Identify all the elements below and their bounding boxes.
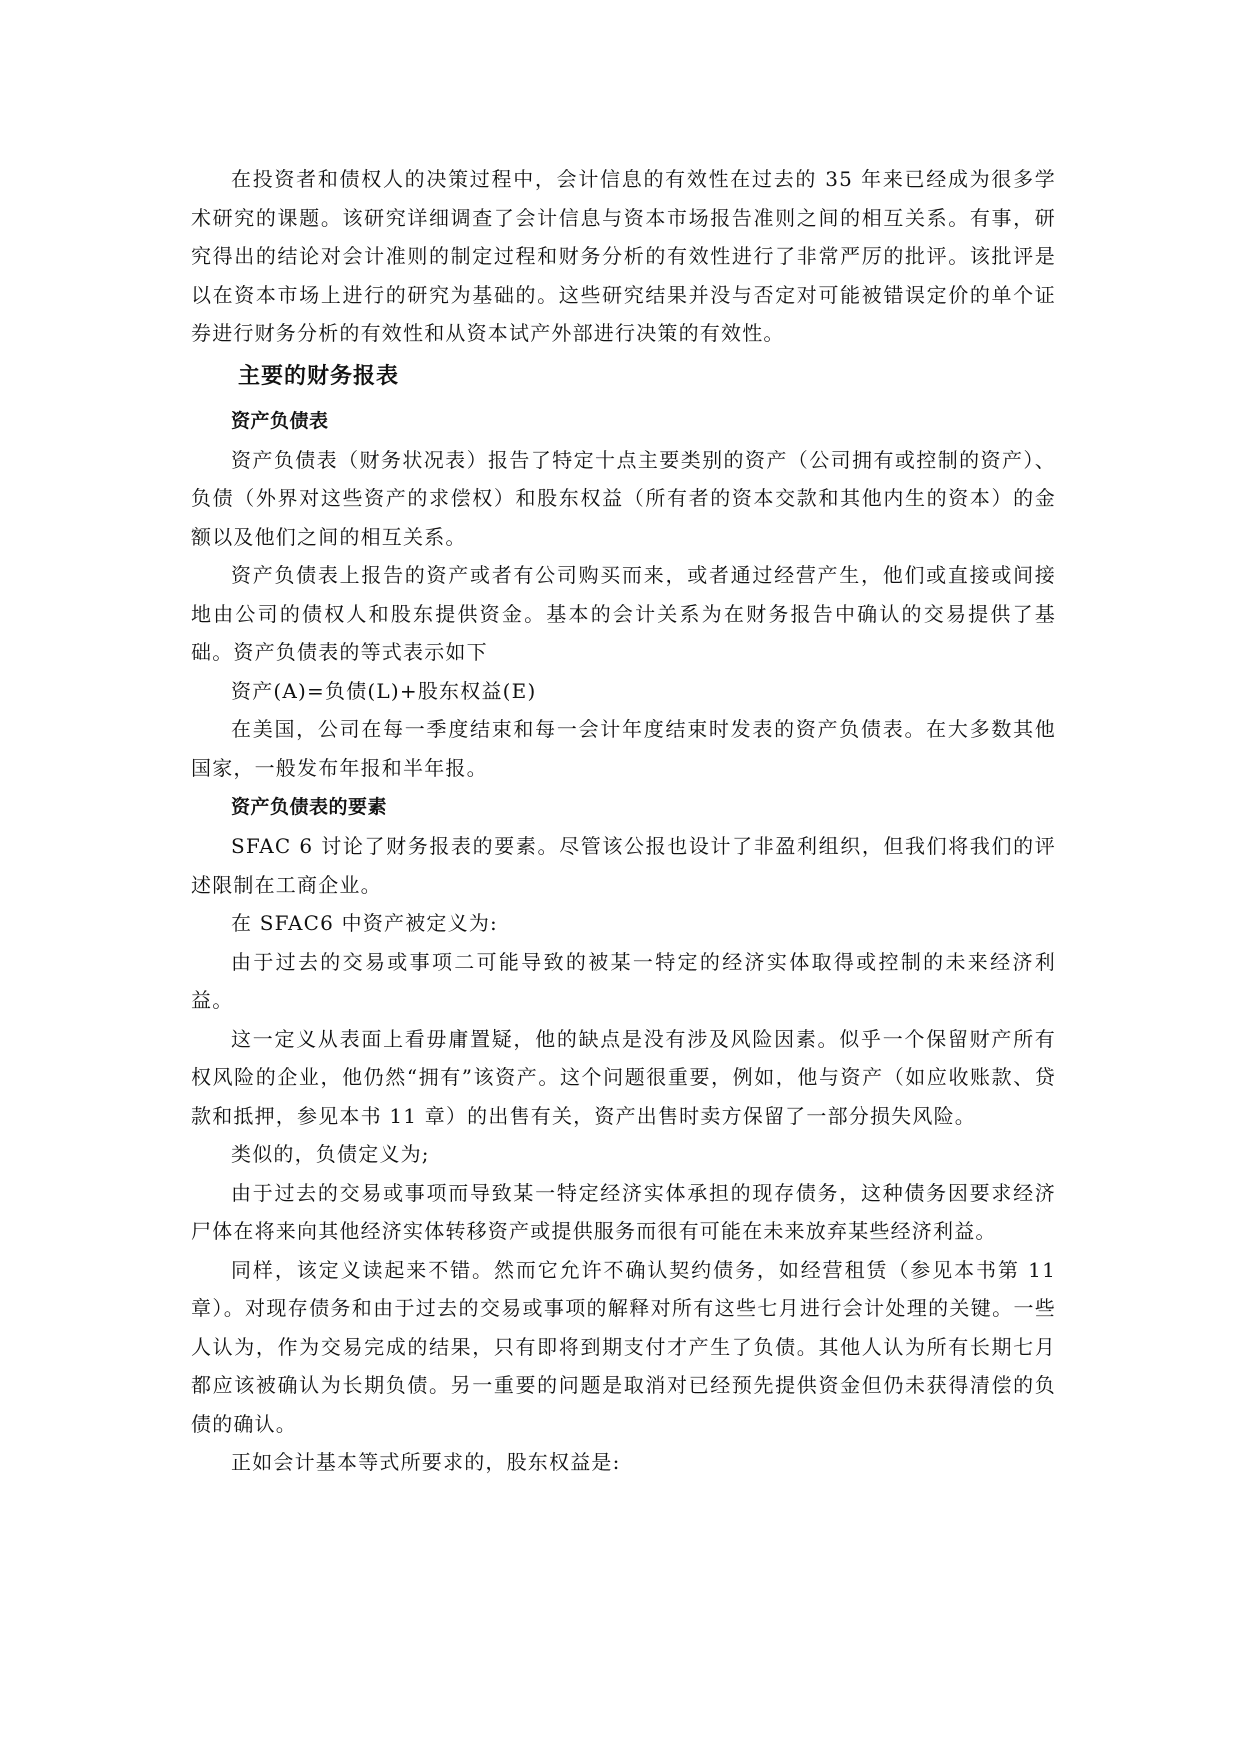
paragraph-equity-intro: 正如会计基本等式所要求的，股东权益是: — [231, 1450, 621, 1474]
paragraph-balance-3: 在美国，公司在每一季度结束和每一会计年度结束时发表的资产负债表。在大多数其他国家，一般发布年报和半年报。 — [191, 717, 1056, 780]
paragraph-liability-definition: 由于过去的交易或事项而导致某一特定经济实体承担的现存债务，这种债务因要求经济尸体在将来向其他经济实体转移资产或提供服务而很有可能在未来放弃某些经济利益。 — [191, 1180, 1056, 1243]
heading-main-financial-statements: 主要的财务报表 — [238, 363, 400, 389]
paragraph-sfac-1: SFAC 6 讨论了财务报表的要素。尽管该公报也设计了非盈利组织，但我们将我们的评述限制在工商企业。 — [191, 834, 1056, 897]
paragraph-intro: 在投资者和债权人的决策过程中，会计信息的有效性在过去的 35 年来已经成为很多学术研究的课题。该研究详细调查了会计信息与资本市场报告准则之间的相互关系。有事，研究得出的结论对会计准则的制定过程和财务分析的有效性进行了非常严厉的批评。该批评是以在资本市场上进行的研究为基础的。这些研究结果并没与否定对可能被错误定价的单个证券进行财务分析的有效性和从资本试产外部进行决策的有效性。 — [191, 167, 1056, 345]
paragraph-asset-comment: 这一定义从表面上看毋庸置疑，他的缺点是没有涉及风险因素。似乎一个保留财产所有权风险的企业，他仍然“拥有”该资产。这个问题很重要，例如，他与资产（如应收账款、贷款和抵押，参见本书 11 章）的出售有关，资产出售时卖方保留了一部分损失风险。 — [191, 1026, 1056, 1128]
paragraph-balance-1: 资产负债表（财务状况表）报告了特定十点主要类别的资产（公司拥有或控制的资产）、负债（外界对这些资产的求偿权）和股东权益（所有者的资本交款和其他内生的资本）的金额以及他们之间的相互关系。 — [191, 447, 1056, 549]
paragraph-liability-intro: 类似的，负债定义为; — [231, 1142, 430, 1166]
paragraph-sfac-2: 在 SFAC6 中资产被定义为: — [231, 911, 498, 935]
heading-balance-elements: 资产负债表的要素 — [231, 796, 388, 818]
document-body — [191, 160, 1056, 1482]
heading-balance-sheet: 资产负债表 — [231, 409, 329, 432]
paragraph-balance-2: 资产负债表上报告的资产或者有公司购买而来，或者通过经营产生，他们或直接或间接地由公司的债权人和股东提供资金。基本的会计关系为在财务报告中确认的交易提供了基础。资产负债表的等式表示如下 — [191, 563, 1056, 664]
paragraph-asset-definition: 由于过去的交易或事项二可能导致的被某一特定的经济实体取得或控制的未来经济利益。 — [191, 949, 1056, 1012]
paragraph-liability-comment: 同样，该定义读起来不错。然而它允许不确认契约债务，如经营租赁（参见本书第 11 章）。对现存债务和由于过去的交易或事项的解释对所有这些七月进行会计处理的关键。一些人认为，作为交易完成的结果，只有即将到期支付才产生了负债。其他人认为所有长期七月都应该被确认为长期负债。另一重要的问题是取消对已经预先提供资金但仍未获得清偿的负债的确认。 — [191, 1257, 1056, 1436]
balance-equation: 资产(A)=负债(L)+股东权益(E) — [231, 678, 537, 703]
